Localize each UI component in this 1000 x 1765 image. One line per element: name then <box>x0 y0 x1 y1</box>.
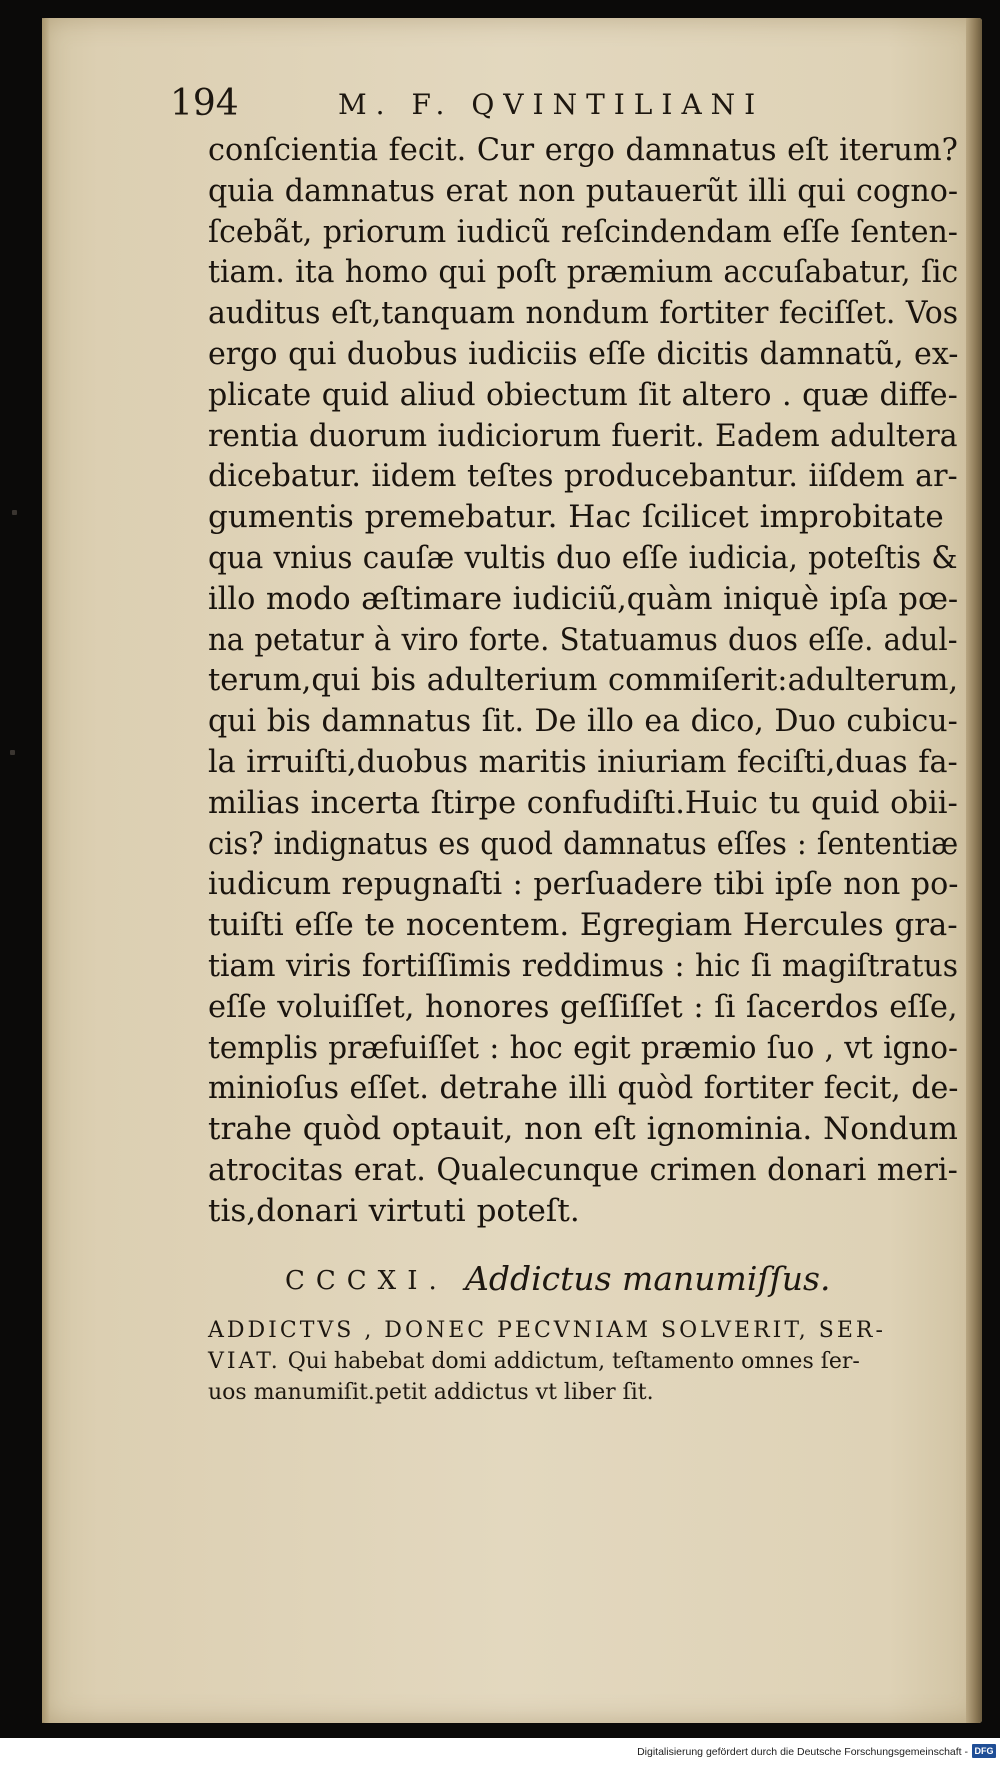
text-line: atrocitas erat. Qualecunque crimen donari meri- <box>208 1151 958 1188</box>
text-line: templis præfuiſſet : hoc egit præmio ſuo , vt igno- <box>208 1029 958 1066</box>
section-heading <box>285 1255 945 1305</box>
text-line: trahe quòd optauit, non eſt ignominia. Nondum <box>208 1111 958 1148</box>
theme-line: ADDICTVS , DONEC PECVNIAM SOLVERIT, SER- <box>208 1318 886 1343</box>
page-number: 194 <box>170 83 239 124</box>
text-line: tis,donari virtuti poteſt. <box>208 1192 580 1229</box>
text-line: conſcientia fecit. Cur ergo damnatus eſt iterum? <box>208 132 958 168</box>
text-line: tiam. ita homo qui poſt præmium accuſabatur, ſic <box>208 254 959 291</box>
text-line: ergo qui duobus iudiciis eſſe dicitis damnatũ, ex- <box>208 335 959 372</box>
theme-text: Qui habebat domi addictum, teſtamento omnes ſer- <box>280 1349 860 1374</box>
main-text <box>208 130 958 1232</box>
dfg-logo: DFG <box>972 1744 996 1758</box>
theme-line: uos manumiſit.petit addictus vt liber ſit. <box>208 1380 654 1405</box>
text-line: la irruiſti,duobus maritis iniuriam feciſti,duas fa- <box>208 743 958 780</box>
text-line: auditus eſt,tanquam nondum fortiter feciſſet. Vos <box>208 295 959 332</box>
text-line: dicebatur. iidem teſtes producebantur. iiſdem ar- <box>208 458 958 495</box>
declamation-number: CCCXI. <box>285 1266 448 1296</box>
theme-line <box>208 1346 958 1377</box>
text-line: tiam viris fortiſſimis reddimus : hic ſi magiſtratus <box>208 947 959 984</box>
text-line: iudicum repugnaſti : perſuadere tibi ipſe non po- <box>208 866 959 903</box>
text-line: eſſe voluiſſet, honores geſſiſſet : ſi ſacerdos eſſe, <box>208 988 958 1025</box>
margin-mark <box>12 510 17 515</box>
running-head <box>170 83 810 125</box>
text-line: cis? indignatus es quod damnatus eſſes : ſententiæ <box>208 825 959 862</box>
digitization-footer <box>0 1738 1000 1765</box>
declamation-title: Addictus manumiſſus. <box>465 1259 831 1298</box>
text-line: gumentis premebatur. Hac ſcilicet improbitate <box>208 499 944 536</box>
declamation-theme <box>208 1315 958 1408</box>
text-line: rentia duorum iudiciorum fuerit. Eadem adultera <box>208 417 958 454</box>
text-line: tuiſti eſſe te nocentem. Egregiam Hercules gra- <box>208 907 958 944</box>
theme-caps-text: VIAT. <box>208 1349 281 1374</box>
text-line: ſcebãt, priorum iudicũ reſcindendam eſſe ſenten- <box>208 213 958 250</box>
text-line: milias incerta ſtirpe confudiſti.Huic tu quid obii- <box>208 784 958 821</box>
margin-mark <box>10 750 15 755</box>
page-gutter-shadow <box>42 18 50 1723</box>
text-line: terum,qui bis adulterium commiſerit:adulterum, <box>208 662 959 699</box>
text-line: plicate quid aliud obiectum ſit altero . quæ diffe- <box>208 376 958 413</box>
running-title: M. F. QVINTILIANI <box>338 88 765 121</box>
text-line: illo modo æſtimare iudiciũ,quàm iniquè ipſa pœ- <box>208 580 959 617</box>
text-line: na petatur à viro forte. Statuamus duos eſſe. adul- <box>208 621 958 658</box>
page-fore-edge <box>966 18 982 1723</box>
text-line: minioſus eſſet. detrahe illi quòd fortiter fecit, de- <box>208 1070 959 1107</box>
footer-credit: Digitalisierung gefördert durch die Deutsche Forschungsgemeinschaft - <box>637 1746 968 1758</box>
text-line: qui bis damnatus ſit. De illo ea dico, Duo cubicu- <box>208 703 958 740</box>
text-line: qua vnius cauſæ vultis duo eſſe iudicia, poteſtis & <box>208 539 958 576</box>
text-line: quia damnatus erat non putauerũt illi qui cogno- <box>208 172 959 209</box>
